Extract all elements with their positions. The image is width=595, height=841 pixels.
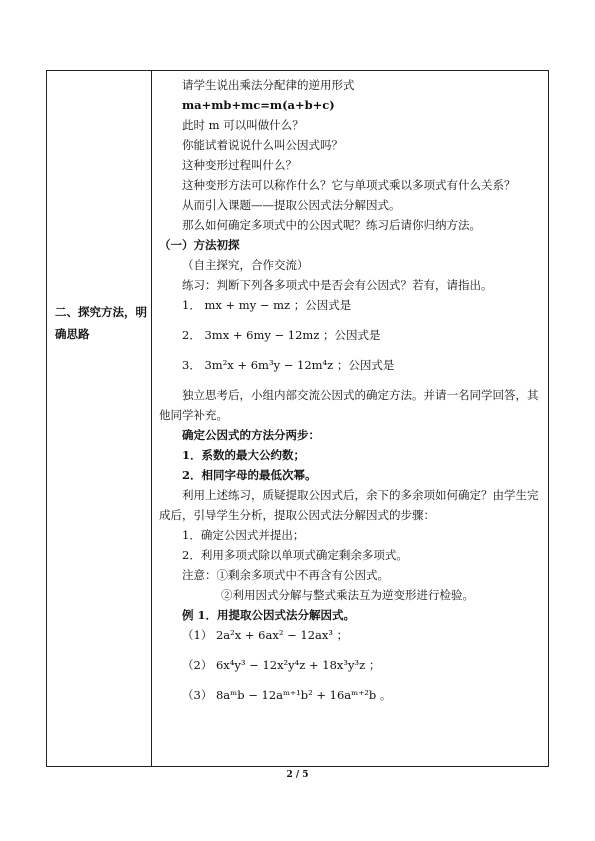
line-5: 这种变形过程叫什么？ xyxy=(182,158,297,172)
column-divider xyxy=(151,71,152,766)
line-13: 确定公因式的方法分两步： xyxy=(182,428,320,442)
line-8: 那么如何确定多项式中的公因式呢？练习后请你归纳方法。 xyxy=(182,218,481,232)
line-20: ②利用因式分解与整式乘法互为逆变形进行检验。 xyxy=(221,588,474,602)
line-11: 练习：判断下列各多项式中是否会有公因式？若有，请指出。 xyxy=(182,278,493,292)
line-17: 1．确定公因式并提出； xyxy=(182,528,305,542)
line-14: 1．系数的最大公约数； xyxy=(182,448,306,462)
exercise-3: 3． 3m²x + 6m³y − 12m⁴z ；公因式是 xyxy=(182,358,395,372)
exercise-1: 1． mx + my − mz ；公因式是 xyxy=(182,298,352,312)
line-3: 此时 m 可以叫做什么？ xyxy=(182,118,304,132)
lesson-table xyxy=(46,70,549,767)
example-1: （1） 2a²x + 6ax² − 12ax³ ； xyxy=(182,628,349,642)
example-3: （3） 8aᵐb − 12aᵐ⁺¹b² + 16aᵐ⁺²b 。 xyxy=(182,688,392,702)
line-19: 注意：①剩余多项式中不再含有公因式。 xyxy=(182,568,389,582)
line-7: 从而引入课题——提取公因式法分解因式。 xyxy=(182,198,401,212)
page-number: 2 / 5 xyxy=(286,770,309,780)
content-cell xyxy=(159,75,540,705)
line-15: 2．相同字母的最低次幂。 xyxy=(182,468,317,482)
line-16: 利用上述练习，质疑提取公因式后，余下的多余项如何确定？由学生完成后，引导学生分析，提取公因式法分解因式的步骤： xyxy=(159,488,539,522)
example-2: （2） 6x⁴y³ − 12x²y⁴z + 18x³y³z ； xyxy=(182,658,381,672)
exercise-2: 2． 3mx + 6my − 12mz ；公因式是 xyxy=(182,328,381,342)
line-18: 2．利用多项式除以单项式确定剩余多项式。 xyxy=(182,548,408,562)
line-6: 这种变形方法可以称作什么？它与单项式乘以多项式有什么关系？ xyxy=(182,178,516,192)
line-9: （一）方法初探 xyxy=(159,238,240,252)
section-label: 二、探究方法，明确思路 xyxy=(55,305,147,341)
line-10: （自主探究，合作交流） xyxy=(182,258,309,272)
line-4: 你能试着说说什么叫公因式吗？ xyxy=(182,138,343,152)
line-2: ma+mb+mc=m(a+b+c) xyxy=(182,98,335,112)
line-21: 例 1．用提取公因式法分解因式。 xyxy=(182,608,356,622)
line-1: 请学生说出乘法分配律的逆用形式 xyxy=(182,78,355,92)
line-12: 独立思考后，小组内部交流公因式的确定方法。并请一名同学回答，其他同学补充。 xyxy=(159,388,539,422)
